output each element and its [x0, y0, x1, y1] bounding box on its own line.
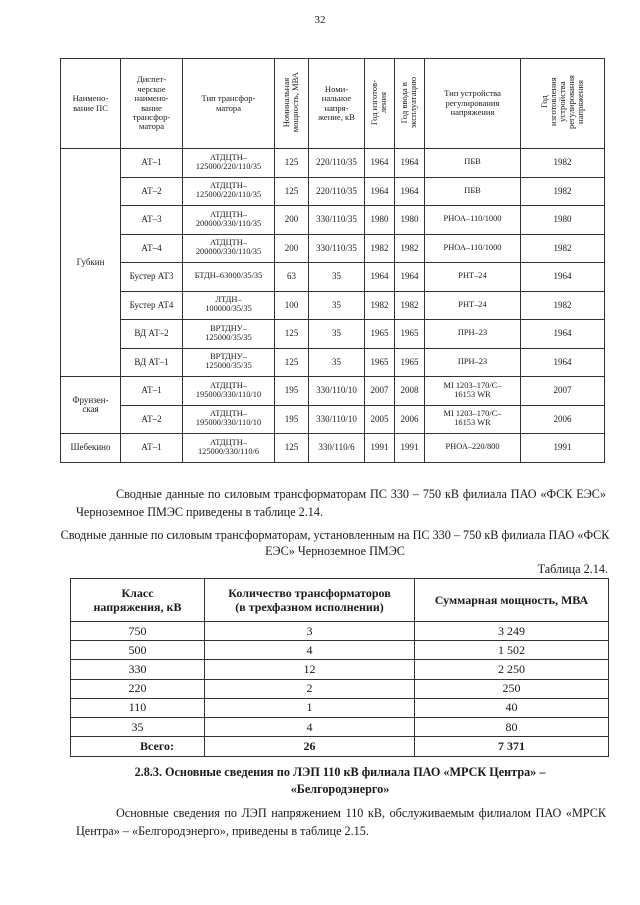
table-row [61, 348, 605, 377]
transformer-count-cell: 4 [205, 717, 415, 736]
year-commissioned-cell: 1982 [395, 234, 425, 263]
dispatch-name-cell: АТ–2 [121, 405, 183, 434]
table-row [61, 177, 605, 206]
year-made-cell: 1964 [365, 263, 395, 292]
rated-power-cell: 100 [275, 291, 309, 320]
transformer-count-cell: 4 [205, 641, 415, 660]
transformer-type-cell: АТДЦТН– 125000/330/110/6 [183, 434, 275, 463]
header-rated-voltage: Номи- нальное напря- жение, кВ [318, 83, 355, 122]
year-made-cell: 2005 [365, 405, 395, 434]
voltage-class-cell: 220 [71, 679, 205, 698]
year-commissioned-cell: 1965 [395, 348, 425, 377]
rated-power-cell: 195 [275, 377, 309, 406]
year-made-cell: 1964 [365, 149, 395, 178]
year-commissioned-cell: 1964 [395, 177, 425, 206]
transformer-type-cell: ВРТДНУ– 125000/35/35 [183, 320, 275, 349]
table-row [61, 377, 605, 406]
header-total-power: Суммарная мощность, МВА [415, 579, 609, 622]
regulator-year-cell: 1982 [521, 234, 605, 263]
table-row [71, 717, 609, 736]
page-number: 32 [314, 14, 326, 26]
rated-power-cell: 125 [275, 348, 309, 377]
year-commissioned-cell: 1982 [395, 291, 425, 320]
table-header-row [61, 59, 605, 149]
table-row [61, 291, 605, 320]
table-row [61, 320, 605, 349]
year-commissioned-cell: 2006 [395, 405, 425, 434]
total-count: 26 [205, 737, 415, 757]
rated-voltage-cell: 330/110/35 [309, 206, 365, 235]
header-regulator-type: Тип устройства регулирования напряжения [444, 88, 501, 118]
regulator-year-cell: 2007 [521, 377, 605, 406]
transformer-count-cell: 2 [205, 679, 415, 698]
total-power-cell: 2 250 [415, 660, 609, 679]
regulator-type-cell: РНОА–220/800 [425, 434, 521, 463]
substation-name-cell: Губкин [61, 149, 121, 377]
regulator-type-cell: РНОА–110/1000 [425, 206, 521, 235]
regulator-type-cell: MI 1203–170/С– 16153 WR [425, 377, 521, 406]
voltage-class-cell: 35 [71, 717, 205, 736]
header-voltage-class: Класс напряжения, кВ [71, 579, 205, 622]
regulator-type-cell: MI 1203–170/С– 16153 WR [425, 405, 521, 434]
dispatch-name-cell: АТ–3 [121, 206, 183, 235]
dispatch-name-cell: АТ–1 [121, 377, 183, 406]
regulator-year-cell: 1982 [521, 291, 605, 320]
header-dispatch-name: Диспет- черское наимено- вание трансфор- матора [132, 74, 171, 132]
rated-power-cell: 195 [275, 405, 309, 434]
rated-power-cell: 200 [275, 206, 309, 235]
transformer-count-cell: 12 [205, 660, 415, 679]
table-row [71, 641, 609, 660]
regulator-type-cell: РНОА–110/1000 [425, 234, 521, 263]
summary-header-row [71, 579, 609, 622]
transformer-type-cell: АТДЦТН– 195000/330/110/10 [183, 377, 275, 406]
rated-voltage-cell: 35 [309, 320, 365, 349]
header-regulator-year: Год изготовления устройства регулирования напряжения [538, 75, 586, 130]
substation-name-cell: Фрунзен- ская [61, 377, 121, 434]
transformer-type-cell: АТДЦТН– 125000/220/110/35 [183, 149, 275, 178]
regulator-type-cell: ПРН–23 [425, 320, 521, 349]
year-made-cell: 1982 [365, 234, 395, 263]
voltage-class-cell: 500 [71, 641, 205, 660]
rated-power-cell: 125 [275, 320, 309, 349]
transformer-count-cell: 1 [205, 698, 415, 717]
year-made-cell: 2007 [365, 377, 395, 406]
year-made-cell: 1982 [365, 291, 395, 320]
total-row [71, 737, 609, 757]
substation-name-cell: Шебекино [61, 434, 121, 463]
dispatch-name-cell: Бустер АТ4 [121, 291, 183, 320]
rated-voltage-cell: 35 [309, 291, 365, 320]
total-power-cell: 1 502 [415, 641, 609, 660]
table-row [61, 234, 605, 263]
header-transformer-count: Количество трансформаторов (в трехфазном исполнении) [205, 579, 415, 622]
rated-power-cell: 125 [275, 434, 309, 463]
transformer-type-cell: АТДЦТН– 200000/330/110/35 [183, 206, 275, 235]
rated-power-cell: 63 [275, 263, 309, 292]
year-commissioned-cell: 1980 [395, 206, 425, 235]
rated-power-cell: 125 [275, 177, 309, 206]
header-transformer-type: Тип трансфор- матора [201, 93, 256, 113]
year-commissioned-cell: 1965 [395, 320, 425, 349]
rated-voltage-cell: 330/110/10 [309, 405, 365, 434]
summary-table-body [71, 622, 609, 737]
regulator-type-cell: ПРН–23 [425, 348, 521, 377]
regulator-type-cell: ПБВ [425, 177, 521, 206]
transformer-type-cell: АТДЦТН– 195000/330/110/10 [183, 405, 275, 434]
year-made-cell: 1991 [365, 434, 395, 463]
rated-power-cell: 200 [275, 234, 309, 263]
table-row [61, 263, 605, 292]
table-row [61, 405, 605, 434]
total-power-cell: 3 249 [415, 622, 609, 641]
header-substation: Наимено- вание ПС [72, 93, 109, 113]
table-row [71, 660, 609, 679]
transformer-type-cell: БТДН–63000/35/35 [183, 263, 275, 292]
regulator-year-cell: 1991 [521, 434, 605, 463]
regulator-type-cell: РНТ–24 [425, 263, 521, 292]
year-commissioned-cell: 2008 [395, 377, 425, 406]
regulator-year-cell: 1982 [521, 177, 605, 206]
summary-paragraph: Сводные данные по силовым трансформаторам ПС 330 – 750 кВ филиала ПАО «ФСК ЕЭС» Черноземное ПМЭС приведены в таблице 2.14. [76, 487, 606, 519]
table-number-label: Таблица 2.14. [537, 562, 608, 576]
year-commissioned-cell: 1991 [395, 434, 425, 463]
dispatch-name-cell: ВД АТ–1 [121, 348, 183, 377]
regulator-year-cell: 1982 [521, 149, 605, 178]
header-year-commissioned: Год ввода в эксплуатацию [399, 76, 419, 128]
regulator-type-cell: ПБВ [425, 149, 521, 178]
rated-voltage-cell: 330/110/10 [309, 377, 365, 406]
year-made-cell: 1965 [365, 320, 395, 349]
section-heading: 2.8.3. Основные сведения по ЛЭП 110 кВ филиала ПАО «МРСК Центра» – «Белгородэнерго» [134, 765, 546, 797]
regulator-year-cell: 2006 [521, 405, 605, 434]
dispatch-name-cell: АТ–1 [121, 434, 183, 463]
total-power-cell: 40 [415, 698, 609, 717]
rated-voltage-cell: 35 [309, 263, 365, 292]
year-made-cell: 1965 [365, 348, 395, 377]
transformer-type-cell: АТДЦТН– 125000/220/110/35 [183, 177, 275, 206]
rated-power-cell: 125 [275, 149, 309, 178]
header-year-made: Год изготов- ления [369, 79, 389, 125]
dispatch-name-cell: АТ–1 [121, 149, 183, 178]
voltage-class-cell: 750 [71, 622, 205, 641]
rated-voltage-cell: 220/110/35 [309, 149, 365, 178]
year-commissioned-cell: 1964 [395, 263, 425, 292]
voltage-class-cell: 110 [71, 698, 205, 717]
year-commissioned-cell: 1964 [395, 149, 425, 178]
rated-voltage-cell: 220/110/35 [309, 177, 365, 206]
regulator-year-cell: 1964 [521, 348, 605, 377]
regulator-year-cell: 1980 [521, 206, 605, 235]
dispatch-name-cell: Бустер АТ3 [121, 263, 183, 292]
regulator-year-cell: 1964 [521, 263, 605, 292]
rated-voltage-cell: 330/110/35 [309, 234, 365, 263]
year-made-cell: 1980 [365, 206, 395, 235]
dispatch-name-cell: АТ–4 [121, 234, 183, 263]
dispatch-name-cell: АТ–2 [121, 177, 183, 206]
regulator-year-cell: 1964 [521, 320, 605, 349]
transformer-type-cell: АТДЦТН– 200000/330/110/35 [183, 234, 275, 263]
total-power-cell: 250 [415, 679, 609, 698]
transformer-table-body [61, 149, 605, 463]
table-row [71, 698, 609, 717]
regulator-type-cell: РНТ–24 [425, 291, 521, 320]
table-row [71, 679, 609, 698]
transformer-table [60, 58, 605, 463]
dispatch-name-cell: ВД АТ–2 [121, 320, 183, 349]
table-row [61, 206, 605, 235]
transformer-type-cell: ЛТДН– 100000/35/35 [183, 291, 275, 320]
table-row [61, 149, 605, 178]
table-row [71, 622, 609, 641]
table-caption: Сводные данные по силовым трансформаторам, установленным на ПС 330 – 750 кВ филиала ПАО «ФСК ЕЭС» Черноземное ПМЭС [60, 528, 610, 559]
total-power: 7 371 [415, 737, 609, 757]
table-row [61, 434, 605, 463]
rated-voltage-cell: 330/110/6 [309, 434, 365, 463]
section-paragraph: Основные сведения по ЛЭП напряжением 110 кВ, обслуживаемым филиалом ПАО «МРСК Центра» – «Белгородэнерго», приведены в таблице 2.15. [76, 806, 606, 838]
total-label: Всего: [71, 737, 205, 757]
transformer-count-cell: 3 [205, 622, 415, 641]
transformer-type-cell: ВРТДНУ– 125000/35/35 [183, 348, 275, 377]
voltage-class-cell: 330 [71, 660, 205, 679]
year-made-cell: 1964 [365, 177, 395, 206]
rated-voltage-cell: 35 [309, 348, 365, 377]
header-rated-power: Номинальная мощность, МВА [281, 72, 301, 133]
summary-table [70, 578, 609, 757]
total-power-cell: 80 [415, 717, 609, 736]
